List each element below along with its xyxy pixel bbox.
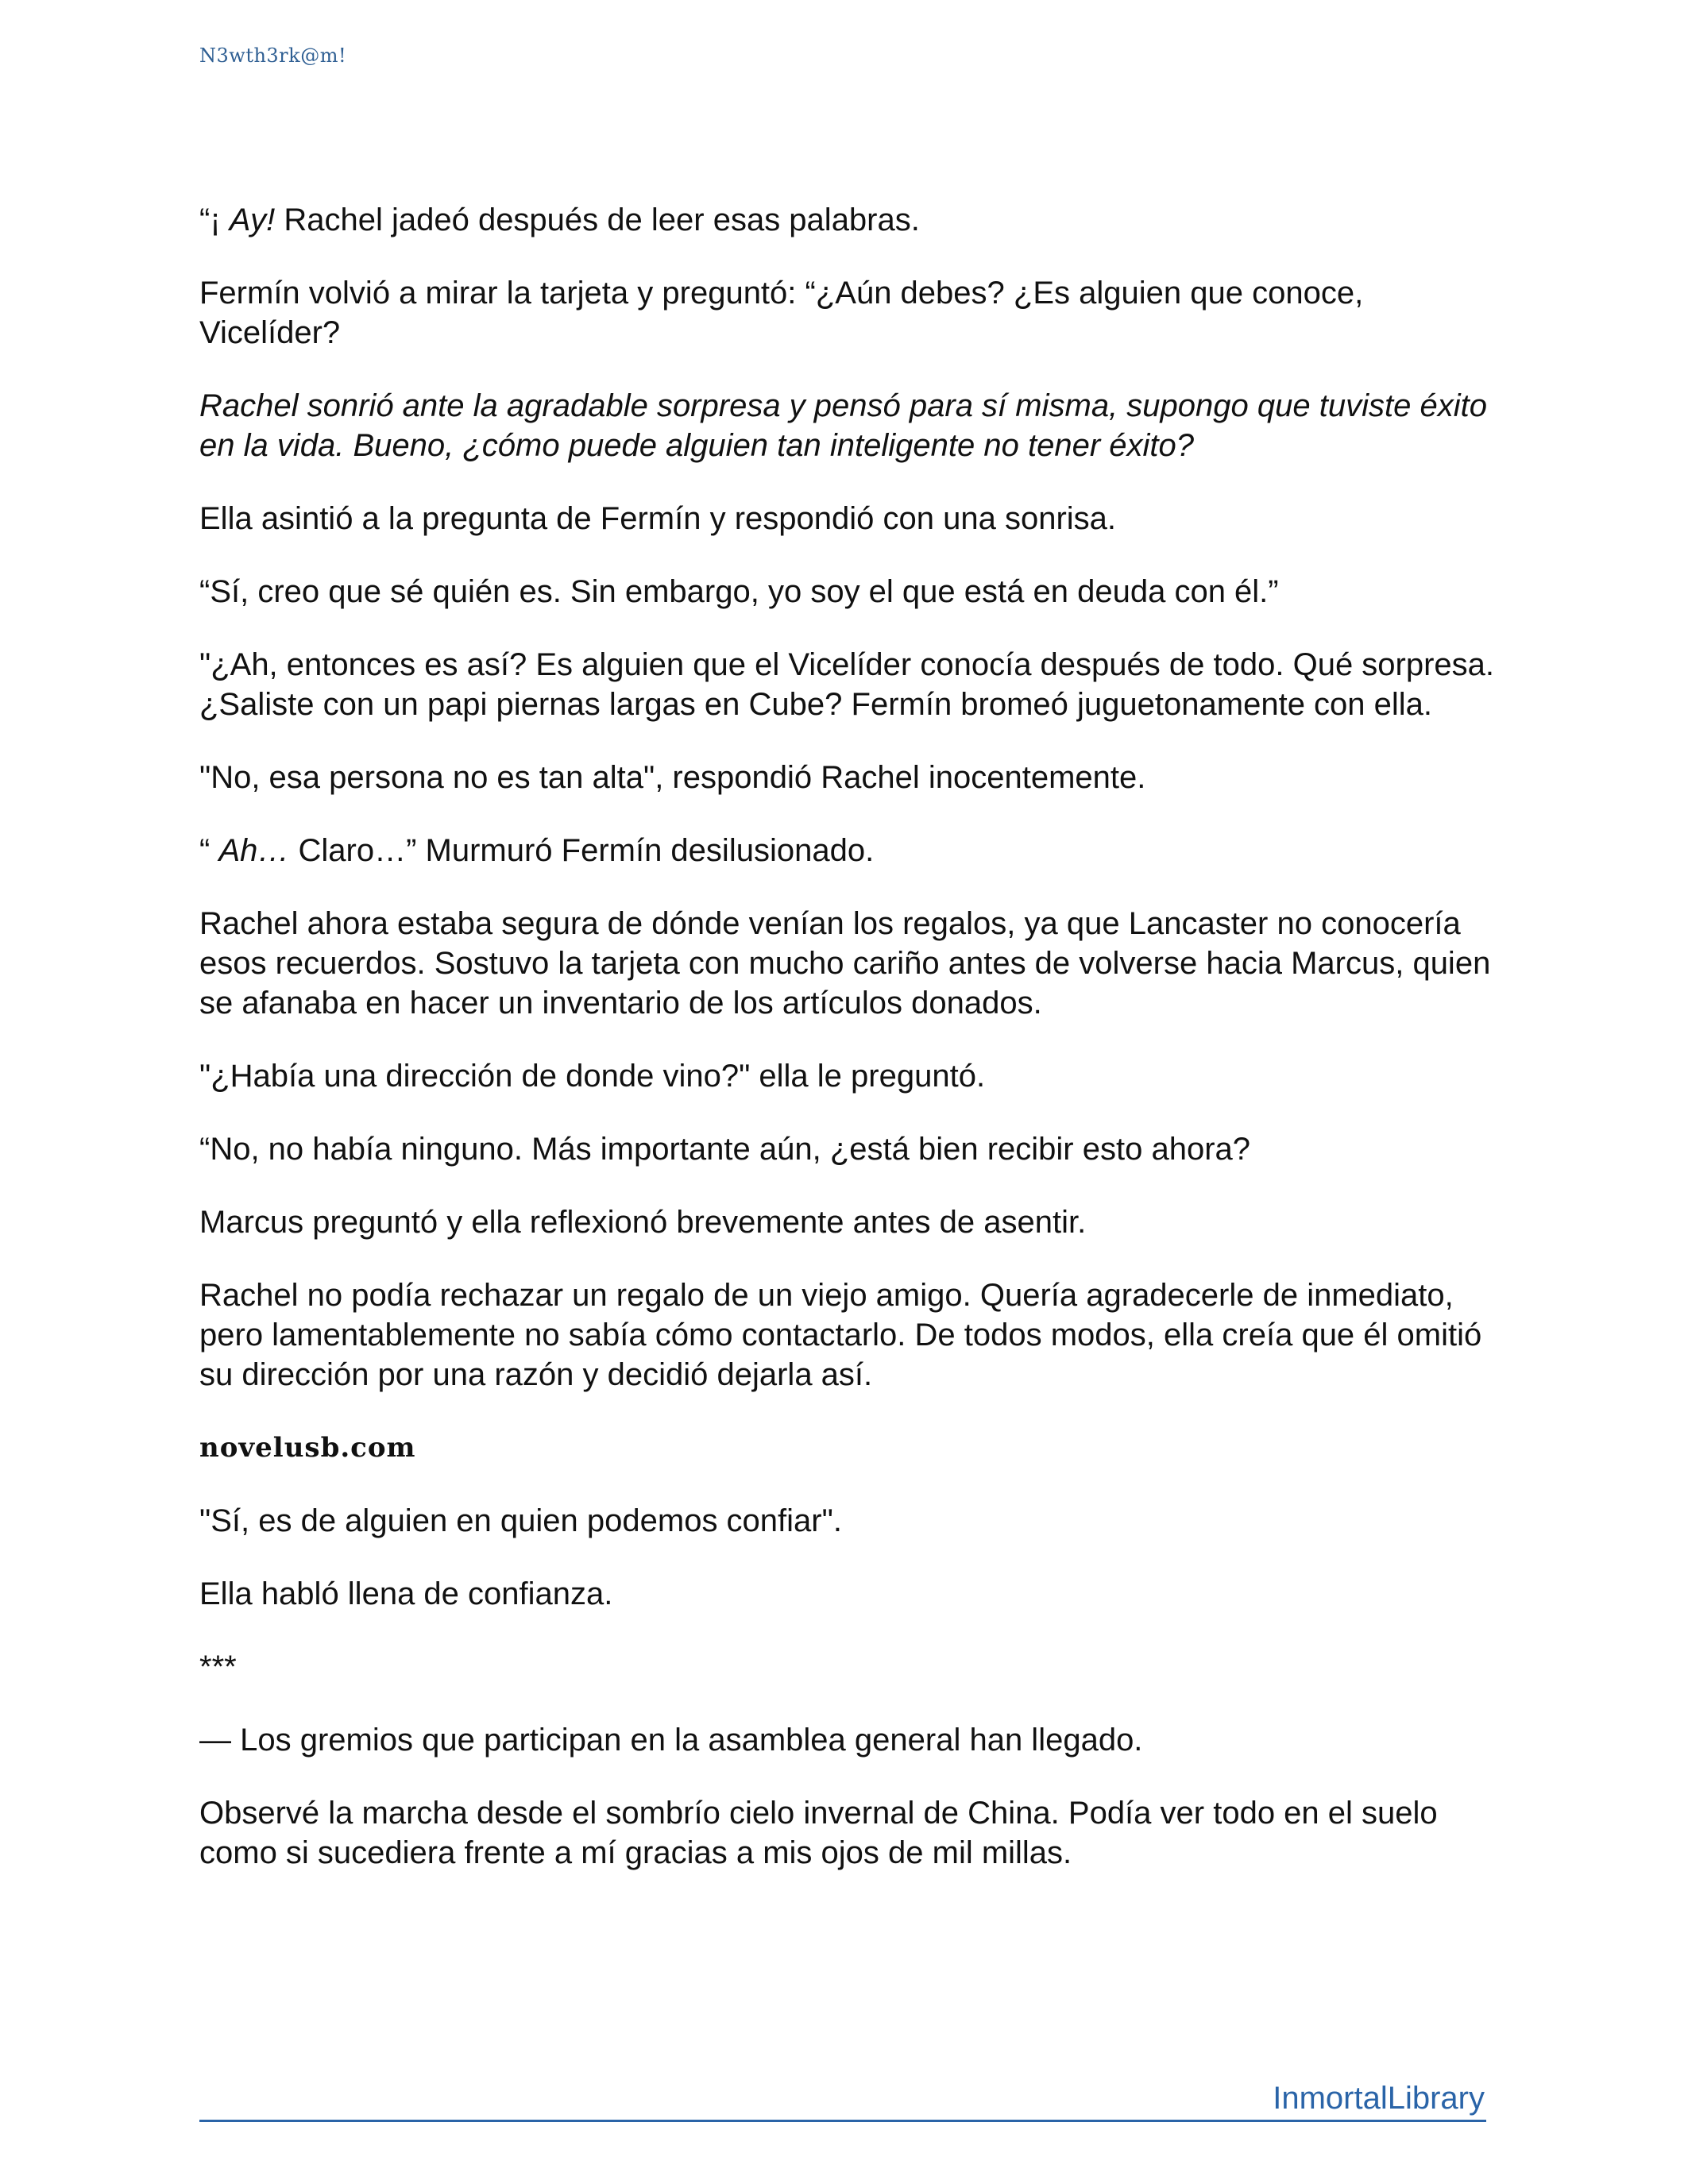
paragraph-7: "No, esa persona no es tan alta", respondió Rachel inocentemente.: [199, 760, 1146, 795]
scene-break: ***: [199, 1650, 237, 1684]
paragraph-13: Rachel no podía rechazar un regalo de un viejo amigo. Quería agradecerle de inmediato, pero lamentablemente no sabía cómo contactarlo. De todos modos, ella creía que él omitió su dirección por una razón y decidió dejarla así.: [199, 1278, 1482, 1392]
paragraph-1-italic: Ay!: [229, 203, 276, 237]
paragraph-8-open: “: [199, 833, 219, 868]
paragraph-14: "Sí, es de alguien en quien podemos confiar".: [199, 1503, 842, 1538]
paragraph-10: "¿Había una dirección de donde vino?" ella le preguntó.: [199, 1059, 986, 1094]
paragraph-2: Fermín volvió a mirar la tarjeta y preguntó: “¿Aún debes? ¿Es alguien que conoce, Vicelíder?: [199, 276, 1364, 350]
site-watermark: novelusb.com: [199, 1432, 416, 1464]
paragraph-4: Ella asintió a la pregunta de Fermín y respondió con una sonrisa.: [199, 501, 1117, 536]
footer-divider: [199, 2120, 1486, 2122]
paragraph-12: Marcus preguntó y ella reflexionó brevemente antes de asentir.: [199, 1205, 1087, 1240]
paragraph-3-thought: Rachel sonrió ante la agradable sorpresa y pensó para sí misma, supongo que tuviste éxito en la vida. Bueno, ¿cómo puede alguien tan inteligente no tener éxito?: [199, 388, 1487, 463]
paragraph-8-italic: Ah…: [218, 833, 290, 868]
paragraph-8-rest: Claro…” Murmuró Fermín desilusionado.: [289, 833, 875, 868]
paragraph-11: “No, no había ninguno. Más importante aún, ¿está bien recibir esto ahora?: [199, 1132, 1251, 1167]
paragraph-1: [199, 200, 1502, 240]
page-body: [199, 200, 1502, 1906]
paragraph-1-rest: Rachel jadeó después de leer esas palabras.: [275, 203, 920, 237]
paragraph-5: “Sí, creo que sé quién es. Sin embargo, yo soy el que está en deuda con él.”: [199, 574, 1279, 609]
footer-library-link[interactable]: InmortalLibrary: [1273, 2081, 1485, 2116]
paragraph-17: — Los gremios que participan en la asamblea general han llegado.: [199, 1723, 1143, 1758]
paragraph-1-open: “¡: [199, 203, 230, 237]
header-mark: N3wth3rk@m!: [199, 44, 347, 67]
paragraph-8: [199, 831, 1502, 870]
paragraph-18: Observé la marcha desde el sombrío cielo invernal de China. Podía ver todo en el suelo como si sucediera frente a mí gracias a mis ojos de mil millas.: [199, 1796, 1438, 1870]
paragraph-15: Ella habló llena de confianza.: [199, 1576, 613, 1611]
paragraph-6: "¿Ah, entonces es así? Es alguien que el Vicelíder conocía después de todo. Qué sorpresa. ¿Saliste con un papi piernas largas en Cube? Fermín bromeó juguetonamente con ella.: [199, 647, 1495, 722]
paragraph-9: Rachel ahora estaba segura de dónde venían los regalos, ya que Lancaster no conocería esos recuerdos. Sostuvo la tarjeta con mucho cariño antes de volverse hacia Marcus, quien se afanaba en hacer un inventario de los artículos donados.: [199, 906, 1491, 1021]
